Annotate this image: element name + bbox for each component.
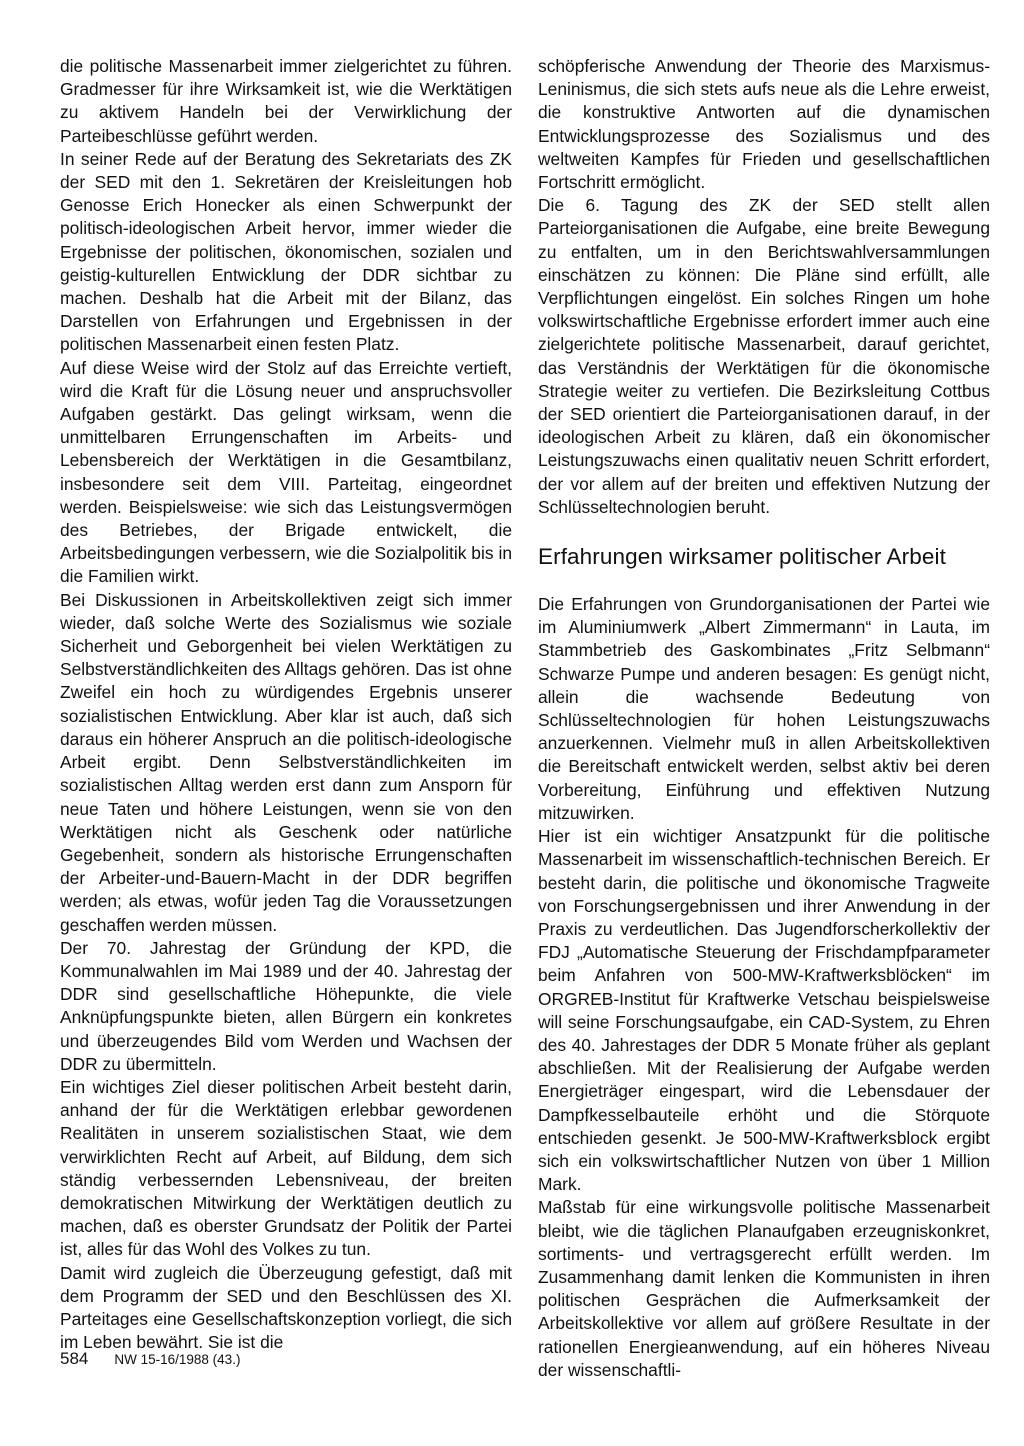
section-heading: Erfahrungen wirksamer politischer Arbeit [538,544,946,570]
body-paragraph: Ein wichtiges Ziel dieser politischen Arbeit besteht darin, anhand der für die Werktätigen erlebbar gewordenen Realitäten in unserem sozialistischen Staat, wie dem verwirklichten Recht auf Arbeit, auf Bildung, dem sich ständig verbessernden Lebensniveau, der breiten demokratischen Mitwirkung der Werktätigen deutlich zu machen, daß es oberster Grundsatz der Politik der Partei ist, alles für das Wohl des Volkes zu tun. [60,1076,512,1260]
body-paragraph: Auf diese Weise wird der Stolz auf das Erreichte vertieft, wird die Kraft für die Lösung neuer und anspruchsvoller Aufgaben gestärkt. Das gelingt wirksam, wenn die unmittelbaren Errungenschaften im Arbeits- und Lebensbereich der Werktätigen in die Gesamtbilanz, insbesondere seit dem VIII. Parteitag, eingeordnet werden. Beispielsweise: wie sich das Leistungsvermögen des Betriebes, der Brigade entwickelt, die Arbeitsbedingungen verbessern, wie die Sozialpolitik bis in die Familien wirkt. [60,357,512,587]
body-paragraph: Bei Diskussionen in Arbeitskollektiven zeigt sich immer wieder, daß solche Werte des Sozialismus wie soziale Sicherheit und Geborgenheit bei vielen Werktätigen zu Selbstverständlichkeiten des Alltags gehören. Das ist ohne Zweifel ein hoch zu würdigendes Ergebnis unserer sozialistischen Entwicklung. Aber klar ist auch, daß sich daraus ein höherer Anspruch an die politisch-ideologische Arbeit ergibt. Denn Selbstverständlichkeiten im sozialistischen Alltag werden erst dann zum Ansporn für neue Taten und höhere Leistungen, wenn sie von den Werktätigen nicht als Geschenk oder natürliche Gegebenheit, sondern als historische Errungenschaften der Arbeiter-und-Bauern-Macht in der DDR begriffen werden; als etwas, wofür jeden Tag die Voraussetzungen geschaffen werden müssen. [60,589,512,935]
journal-reference: NW 15-16/1988 (43.) [114,1352,241,1367]
left-column [60,55,512,1354]
body-paragraph: Die 6. Tagung des ZK der SED stellt allen Parteiorganisationen die Aufgabe, eine breite Bewegung zu entfalten, um in den Berichtswahlversammlungen einschätzen zu können: Die Pläne sind erfüllt, alle Verpflichtungen eingelöst. Ein solches Ringen um hohe volkswirtschaftliche Ergebnisse erfordert immer auch eine zielgerichtete politische Massenarbeit, darauf gerichtet, das Verständnis der Werktätigen für die ökonomische Strategie weiter zu vertiefen. Die Bezirksleitung Cottbus der SED orientiert die Parteiorganisationen darauf, in der ideologischen Arbeit zu klären, daß ein ökonomischer Leistungszuwachs einen qualitativ neuen Schritt erfordert, der vor allem auf der breiten und effektiven Nutzung der Schlüsseltechnologien beruht. [538,195,990,517]
body-paragraph: Die Erfahrungen von Grundorganisationen der Partei wie im Aluminiumwerk „Albert Zimmermann“ in Lauta, im Stammbetrieb des Gaskombinates „Fritz Selbmann“ Schwarze Pumpe und anderen besagen: Es genügt nicht, allein die wachsende Bedeutung von Schlüsseltechnologien für hohen Leistungszuwachs anzuerkennen. Vielmehr muß in allen Arbeitskollektiven die Bereitschaft entwickelt werden, selbst aktiv bei deren Vorbereitung, Einführung und effektiven Nutzung mitzuwirken. [538,594,990,823]
body-paragraph: In seiner Rede auf der Beratung des Sekretariats des ZK der SED mit den 1. Sekretären der Kreisleitungen hob Genosse Erich Honecker als einen Schwerpunkt der politisch-ideologischen Arbeit hervor, immer wieder die Ergebnisse der politischen, ökonomischen, sozialen und geistig-kulturellen Entwicklung der DDR sichtbar zu machen. Deshalb hat die Arbeit mit der Bilanz, das Darstellen von Erfahrungen und Ergebnissen in der politischen Massenarbeit einen festen Platz. [60,148,512,355]
body-paragraph: die politische Massenarbeit immer zielgerichtet zu führen. Gradmesser für ihre Wirksamkeit ist, wie die Werktätigen zu aktivem Handeln bei der Verwirklichung der Parteibeschlüsse geführt werden. [60,56,512,146]
body-paragraph: Der 70. Jahrestag der Gründung der KPD, die Kommunalwahlen im Mai 1989 und der 40. Jahrestag der DDR sind gesellschaftliche Höhepunkte, die viele Anknüpfungspunkte bieten, allen Bürgern ein konkretes und überzeugendes Bild vom Werden und Wachsen der DDR zu übermitteln. [60,937,512,1074]
body-paragraph: schöpferische Anwendung der Theorie des Marxismus-Leninismus, die sich stets aufs neue als die Lehre erweist, die konstruktive Antworten auf die dynamischen Entwicklungsprozesse des Sozialismus und des weltweiten Kampfes für Frieden und gesellschaftlichen Fortschritt ermöglicht. [538,56,990,193]
body-paragraph: Damit wird zugleich die Überzeugung gefestigt, daß mit dem Programm der SED und den Beschlüssen des XI. Parteitages eine Gesellschaftskonzeption vorliegt, die sich im Leben bewährt. Sie ist die [60,1262,512,1353]
page-footer [60,1349,240,1371]
body-paragraph: Hier ist ein wichtiger Ansatzpunkt für die politische Massenarbeit im wissenschaftlich-technischen Bereich. Er besteht darin, die politische und ökonomische Tragweite von Forschungsergebnissen und ihrer Anwendung in der Praxis zu verdeutlichen. Das Jugendforscherkollektiv der FDJ „Automatische Steuerung der Frischdampfparameter beim Anfahren von 500-MW-Kraftwerksblöcken“ im ORGREB-Institut für Kraftwerke Vetschau beispielsweise will seine Forschungsaufgabe, ein CAD-System, zu Ehren des 40. Jahrestages der DDR 5 Monate früher als geplant abschließen. Mit der Realisierung der Aufgabe werden Energieträger eingespart, wird die Lebensdauer der Dampfkesselbauteile erhöht und die Störquote entschieden gesenkt. Je 500-MW-Kraftwerksblock ergibt sich ein volkswirtschaftlicher Nutzen von über 1 Million Mark. [538,826,990,1195]
right-column [538,55,990,1382]
body-paragraph: Maßstab für eine wirkungsvolle politische Massenarbeit bleibt, wie die täglichen Planaufgaben erzeugniskonkret, sortiments- und vertragsgerecht erfüllt werden. Im Zusammenhang damit lenken die Kommunisten in ihren politischen Gesprächen die Aufmerksamkeit der Arbeitskollektive vor allem auf größere Resultate in der rationellen Energieanwendung, auf ein höheres Niveau der wissenschaftli- [538,1197,990,1380]
page-number: 584 [60,1349,89,1368]
